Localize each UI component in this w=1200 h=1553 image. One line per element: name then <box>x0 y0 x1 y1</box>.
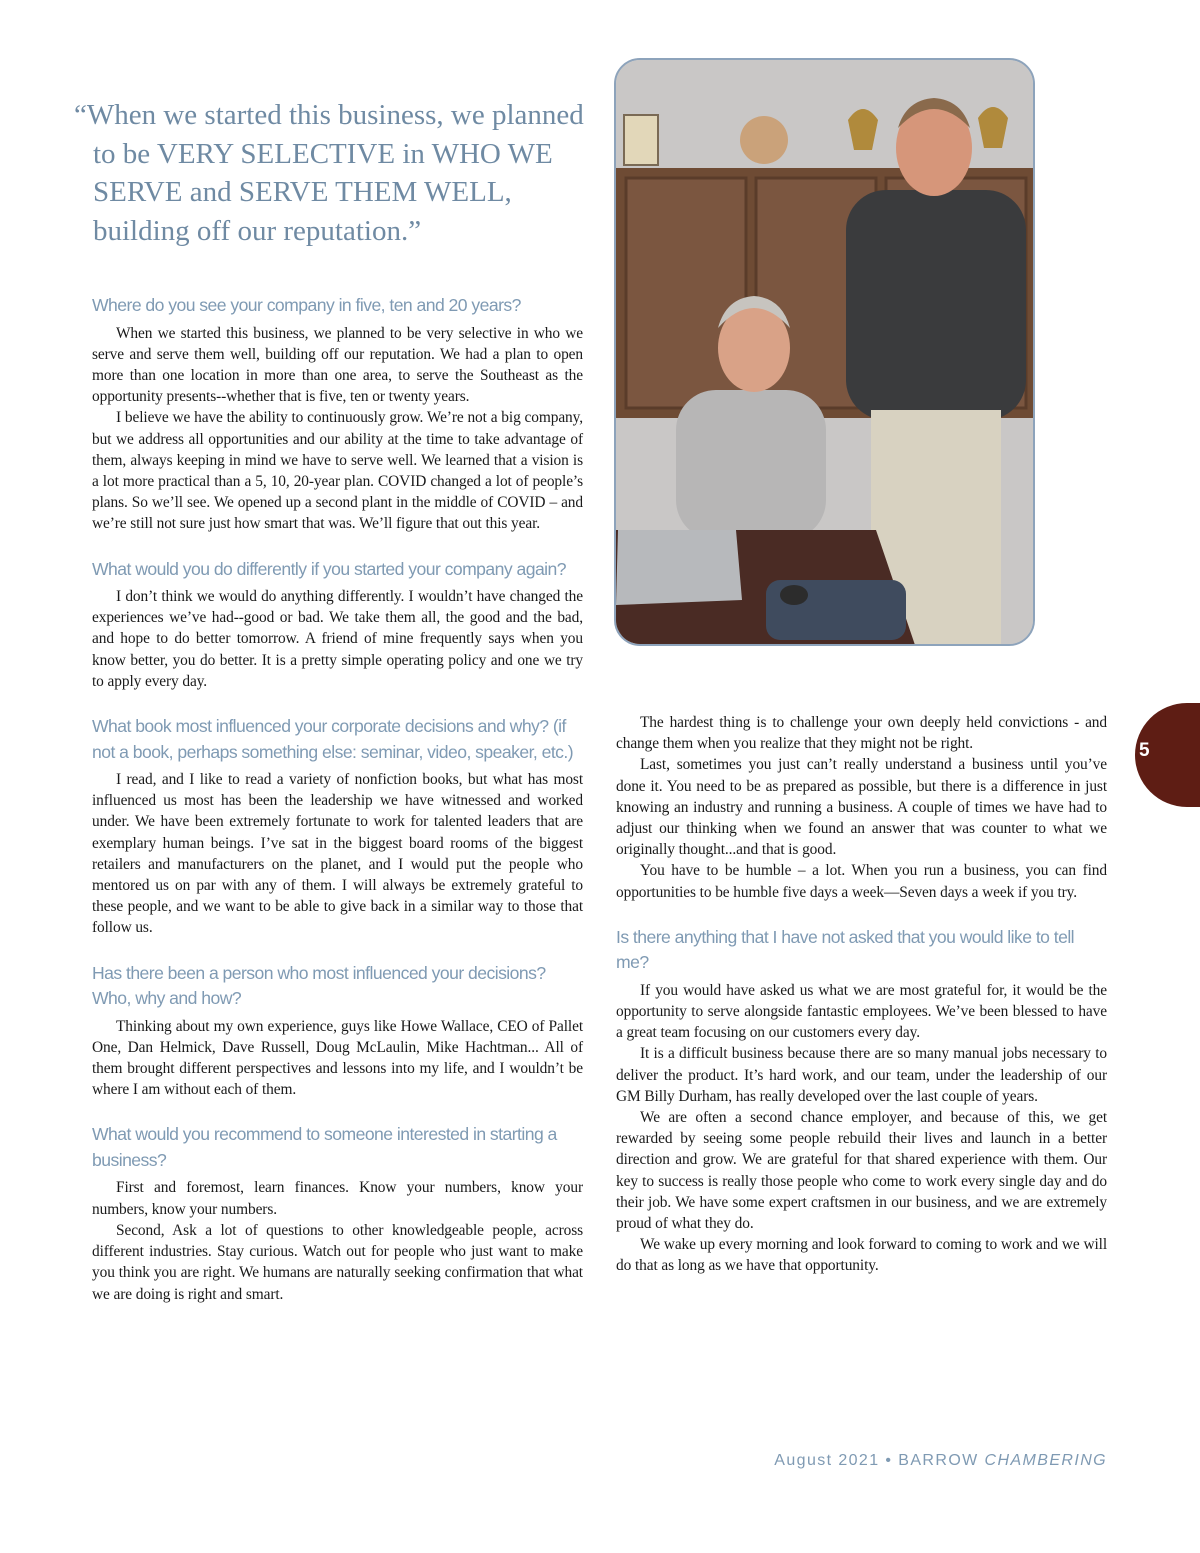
photo-two-men-office <box>614 58 1035 646</box>
right-column <box>616 712 1107 1299</box>
answer-paragraph: It is a difficult business because there are so many manual jobs necessary to deliver the product. It’s hard work, and our team, under the leadership of our GM Billy Durham, has really developed over the last couple of years. <box>616 1045 1107 1105</box>
footer-date: August 2021 <box>774 1452 880 1469</box>
left-column <box>92 293 583 1327</box>
footer-publication-italic: CHAMBERING <box>984 1452 1107 1469</box>
answer-paragraph: I believe we have the ability to continuously grow. We’re not a big company, but we address all opportunities and our ability at the time to take advantage of them, always keeping in mind we have to serve well. We learned that a vision is a lot more practical than a 5, 10, 20-year plan. COVID changed a lot of people’s plans. So we’ll see. We opened up a second plant in the middle of COVID – and we’re still not sure just how smart that was. We’ll figure that out this year. <box>92 409 583 533</box>
qa-section-1 <box>92 293 583 535</box>
page-number: 5 <box>1139 740 1150 761</box>
question-heading: What book most influenced your corporate decisions and why? (if not a book, perhaps something else: seminar, video, speaker, etc.) <box>92 716 574 762</box>
answer-paragraph: You have to be humble – a lot. When you run a business, you can find opportunities to be humble five days a week—Seven days a week if you try. <box>616 862 1107 901</box>
page-footer <box>700 1452 1107 1470</box>
photo-illustration <box>616 60 1035 646</box>
qa-section-6 <box>616 925 1107 1277</box>
footer-publication: BARROW <box>898 1452 979 1469</box>
qa-section-4 <box>92 961 583 1101</box>
qa-section-2 <box>92 557 583 693</box>
answer-paragraph: We wake up every morning and look forward to coming to work and we will do that as long as we have that opportunity. <box>616 1236 1107 1275</box>
answer-paragraph: I read, and I like to read a variety of nonfiction books, but what has most influenced us most has been the leadership we have witnessed and worked under. We have been extremely fortunate to work for talented leaders that are exemplary human beings. I’ve sat in the biggest board rooms of the biggest retailers and manufacturers on the planet, and I would put the people who mentored us on par with any of them. I will always be extremely grateful to these people, and we want to be able to give back in a similar way to those that follow us. <box>92 771 583 937</box>
answer-paragraph: First and foremost, learn finances. Know your numbers, know your numbers, know your numbers. <box>92 1179 583 1218</box>
answer-paragraph: Last, sometimes you just can’t really understand a business until you’ve done it. You need to be as prepared as possible, but there is a difference in just knowing an industry and running a business. A couple of times we have had to adjust our thinking when we found an answer that was counter to what we originally thought...and that is good. <box>616 756 1107 859</box>
answer-paragraph: When we started this business, we planned to be very selective in who we serve and serve them well, building off our reputation. We had a plan to open more than one location in more than one area, to serve the Southeast as the opportunity presents--whether that is five, ten or twenty years. <box>92 324 583 406</box>
answer-paragraph: The hardest thing is to challenge your own deeply held convictions - and change them when you realize that they might not be right. <box>616 714 1107 753</box>
question-heading: What would you recommend to someone interested in starting a business? <box>92 1124 557 1170</box>
qa-section-5 <box>92 1122 583 1304</box>
answer-paragraph: Thinking about my own experience, guys like Howe Wallace, CEO of Pallet One, Dan Helmick, Dave Russell, Doug McLaulin, Mike Hachtman... All of them brought different perspectives and lessons into my life, and I wouldn’t be where I am without each of them. <box>92 1017 583 1099</box>
answer-paragraph: I don’t think we would do anything differently. I wouldn’t have changed the experiences we’ve had--good or bad. We take them all, the good and the bad, and hope to do better tomorrow. A friend of mine frequently says when you know better, you do better. It is a pretty simple operating policy and one we try to apply every day. <box>92 588 583 690</box>
qa-section-continued <box>616 712 1107 903</box>
question-heading: Where do you see your company in five, ten and 20 years? <box>92 295 521 315</box>
answer-paragraph: If you would have asked us what we are most grateful for, it would be the opportunity to serve alongside fantastic employees. We’ve been blessed to have a great team focusing on our customers every day. <box>616 981 1107 1042</box>
answer-paragraph: Second, Ask a lot of questions to other knowledgeable people, across different industries. Stay curious. Watch out for people who just want to make you think you are right. We humans are naturally seeking confirmation that what we are doing is right and smart. <box>92 1221 583 1303</box>
question-heading: Is there anything that I have not asked that you would like to tell me? <box>616 926 1075 973</box>
footer-separator: • <box>885 1452 893 1469</box>
question-heading: What would you do differently if you started your company again? <box>92 558 567 579</box>
question-heading: Has there been a person who most influenced your decisions? Who, why and how? <box>92 962 546 1009</box>
answer-paragraph: We are often a second chance employer, and because of this, we get rewarded by seeing some people rebuild their lives and launch in a better direction and grow. We are grateful for that shared experience with them. Our key to success is really those people who come to work every single day and do their job. We have some expert craftsmen in our business, and we are extremely proud of what they do. <box>616 1109 1107 1233</box>
qa-section-3 <box>92 714 583 939</box>
pull-quote: “When we started this business, we planned to be VERY SELECTIVE in WHO WE SERVE and SERVE THEM WELL, building off our reputation.” <box>74 99 584 247</box>
